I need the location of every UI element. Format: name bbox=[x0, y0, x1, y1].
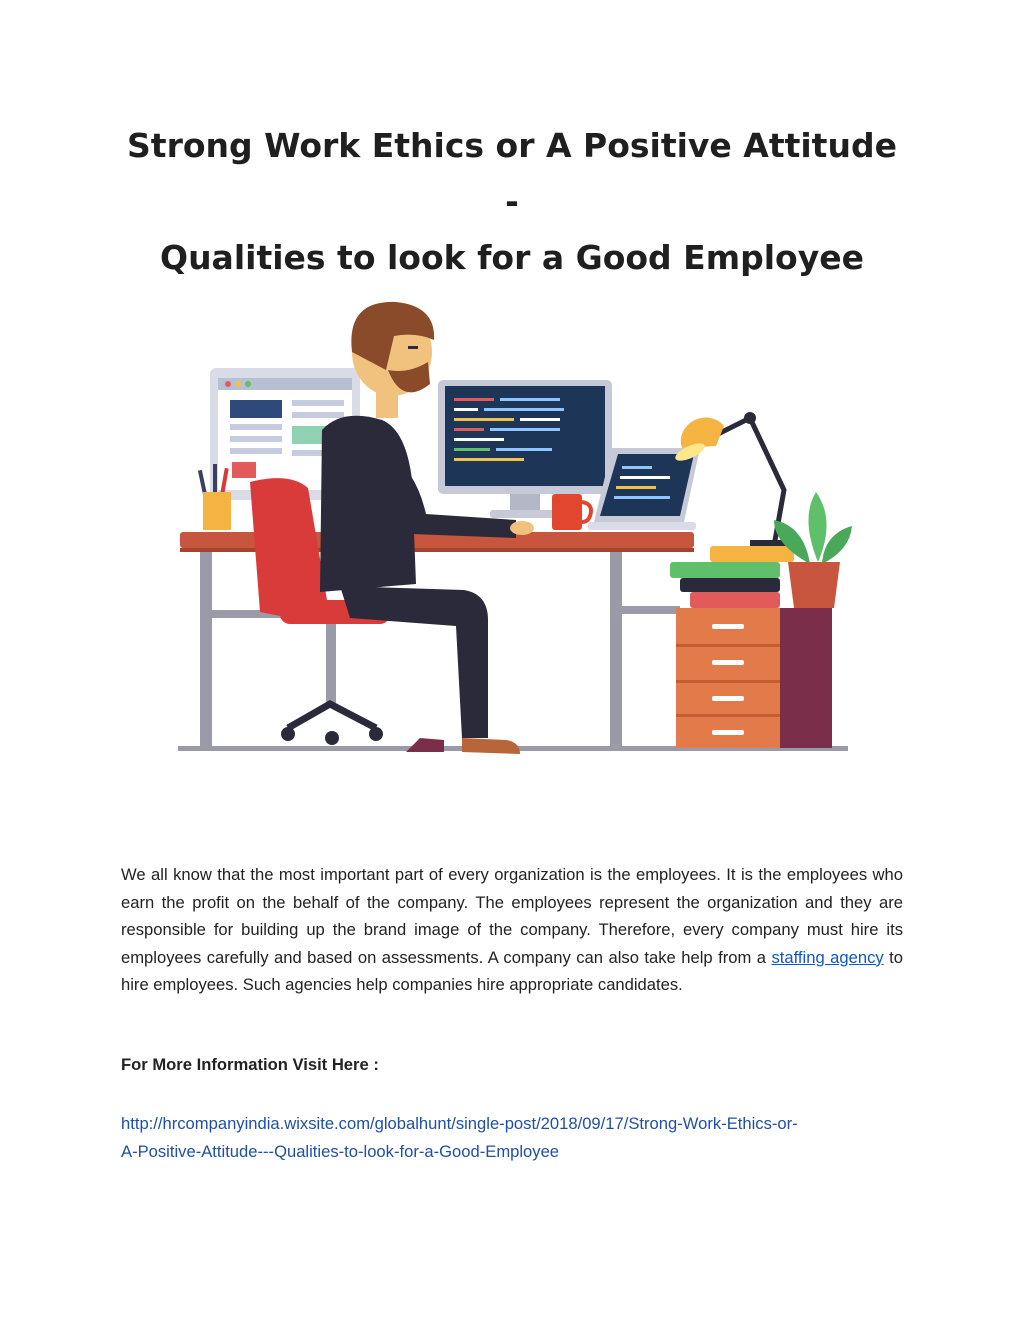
book-stack bbox=[670, 546, 794, 608]
mug bbox=[552, 494, 591, 530]
title-line-2: Qualities to look for a Good Employee bbox=[160, 238, 864, 277]
url-line-1[interactable]: http://hrcompanyindia.wixsite.com/globalhunt/single-post/2018/09/17/Strong-Work-Ethics-or- bbox=[121, 1114, 798, 1133]
paragraph-text-before-link: We all know that the most important part of every organization is the employees. It is the employees who earn the profit on the behalf of the company. The employees represent the organization and they are responsible for building up the brand image of the company. Therefore, every company must hire its employees carefully and based on assessments. A company can also take help from a bbox=[121, 865, 903, 967]
source-url[interactable] bbox=[121, 1110, 911, 1165]
drawer-cabinet bbox=[676, 608, 832, 748]
staffing-agency-link[interactable]: staffing agency bbox=[771, 947, 884, 967]
page-title bbox=[120, 118, 904, 286]
pencil-cup bbox=[198, 464, 231, 530]
title-line-1: Strong Work Ethics or A Positive Attitude - bbox=[127, 126, 897, 221]
url-line-2[interactable]: A-Positive-Attitude---Qualities-to-look-for-a-Good-Employee bbox=[121, 1141, 560, 1161]
more-info-label: For More Information Visit Here : bbox=[121, 1055, 379, 1074]
intro-paragraph bbox=[121, 861, 903, 999]
paragraph-text-after-link: to hire employees. Such agencies help companies hire appropriate candidates. bbox=[121, 947, 904, 995]
main-monitor bbox=[438, 380, 612, 518]
employee-at-desk-illustration bbox=[170, 300, 860, 780]
